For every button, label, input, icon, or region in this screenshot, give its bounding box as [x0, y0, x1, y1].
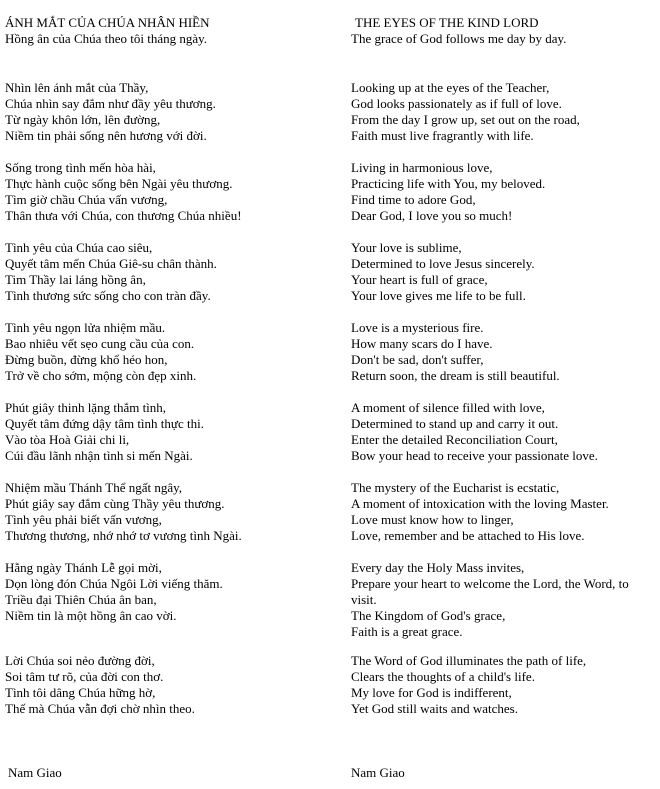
- poem-line: A moment of silence filled with love,: [351, 400, 545, 415]
- poem-line: Nhiệm mầu Thánh Thể ngất ngây,: [5, 480, 183, 495]
- poem-line: Thế mà Chúa vẫn đợi chờ nhìn theo.: [5, 701, 195, 716]
- poem-line: Lời Chúa soi nẻo đường đời,: [5, 653, 155, 668]
- poem-line: Return soon, the dream is still beautiful.: [351, 368, 560, 383]
- poem-line: Hằng ngày Thánh Lễ gọi mời,: [5, 560, 162, 575]
- poem-line: Niềm tin phải sống nên hương với đời.: [5, 128, 207, 143]
- stanza: [351, 240, 651, 304]
- stanza: [5, 560, 335, 624]
- poem-line: Soi tâm tư rõ, của đời con thơ.: [5, 669, 164, 684]
- poem-line: Chúa nhìn say đắm như đầy yêu thương.: [5, 96, 216, 111]
- poem-line: Thân thưa với Chúa, con thương Chúa nhiều!: [5, 208, 242, 223]
- poem-line: Faith is a great grace.: [351, 624, 463, 639]
- poem-line: Practicing life with You, my beloved.: [351, 176, 546, 191]
- poem-line: Quyết tâm mến Chúa Giê-su chân thành.: [5, 256, 217, 271]
- poem-line: Thương thương, nhớ nhớ tơ vương tình Ngài.: [5, 528, 242, 543]
- poem-line: From the day I grow up, set out on the road,: [351, 112, 580, 127]
- poem-line: Every day the Holy Mass invites,: [351, 560, 525, 575]
- poem-line: Love is a mysterious fire.: [351, 320, 484, 335]
- stanza: [351, 480, 651, 544]
- poem-line: Your love is sublime,: [351, 240, 462, 255]
- poem-line: Determined to stand up and carry it out.: [351, 416, 559, 431]
- poem-line: The Kingdom of God's grace,: [351, 608, 506, 623]
- poem-line: Đừng buồn, đừng khổ héo hon,: [5, 352, 168, 367]
- stanza: [5, 320, 335, 384]
- poem-line: Living in harmonious love,: [351, 160, 493, 175]
- poem-line: Determined to love Jesus sincerely.: [351, 256, 535, 271]
- author-english: Nam Giao: [351, 765, 405, 780]
- stanza: [5, 160, 335, 224]
- poem-line: Find time to adore God,: [351, 192, 476, 207]
- poem-line: Bow your head to receive your passionate love.: [351, 448, 598, 463]
- poem-line: Don't be sad, don't suffer,: [351, 352, 484, 367]
- poem-line: Prepare your heart to welcome the Lord, the Word, to visit.: [351, 576, 629, 607]
- vietnamese-column: [5, 15, 335, 716]
- poem-line: Bao nhiêu vết sẹo cung cầu của con.: [5, 336, 195, 351]
- poem-line: Phút giây say đắm cùng Thầy yêu thương.: [5, 496, 225, 511]
- poem-line: A moment of intoxication with the loving Master.: [351, 496, 609, 511]
- poem-line: Your love gives me life to be full.: [351, 288, 526, 303]
- poem-line: Quyết tâm đứng dậy tâm tình thực thi.: [5, 416, 204, 431]
- poem-line: Sống trong tình mến hòa hài,: [5, 160, 156, 175]
- poem-line: Tim Thầy lai láng hồng ân,: [5, 272, 146, 287]
- poem-line: Thực hành cuộc sống bên Ngài yêu thương.: [5, 176, 233, 191]
- poem-line: Vào tòa Hoà Giải chi li,: [5, 432, 130, 447]
- poem-line: God looks passionately as if full of love.: [351, 96, 562, 111]
- poem-line: Enter the detailed Reconciliation Court,: [351, 432, 558, 447]
- poem-line: Tìm giờ chầu Chúa vấn vương,: [5, 192, 168, 207]
- poem-line: The Word of God illuminates the path of life,: [351, 653, 587, 668]
- poem-line: Niềm tin là một hồng ân cao vời.: [5, 608, 177, 623]
- poem-line: Từ ngày khôn lớn, lên đường,: [5, 112, 161, 127]
- poem-title-vietnamese: ÁNH MẮT CỦA CHÚA NHÂN HIỀN: [5, 15, 210, 30]
- poem-line: Love must know how to linger,: [351, 512, 514, 527]
- poem-line: The mystery of the Eucharist is ecstatic,: [351, 480, 560, 495]
- poem-line: My love for God is indifferent,: [351, 685, 512, 700]
- poem-line: Your heart is full of grace,: [351, 272, 488, 287]
- poem-line: Faith must live fragrantly with life.: [351, 128, 534, 143]
- poem-line: Nhìn lên ánh mắt của Thầy,: [5, 80, 149, 95]
- poem-subtitle-vietnamese: Hồng ân của Chúa theo tôi tháng ngày.: [5, 31, 208, 46]
- stanza: [351, 560, 651, 640]
- stanza: [5, 240, 335, 304]
- poem-line: Love, remember and be attached to His love.: [351, 528, 585, 543]
- poem-line: Looking up at the eyes of the Teacher,: [351, 80, 550, 95]
- poem-line: Phút giây thinh lặng thắm tình,: [5, 400, 167, 415]
- stanza: [351, 320, 651, 384]
- english-column: [351, 15, 651, 716]
- poem-line: Tình yêu ngọn lửa nhiệm mầu.: [5, 320, 166, 335]
- poem-line: Clears the thoughts of a child's life.: [351, 669, 535, 684]
- poem-title-english: THE EYES OF THE KIND LORD: [355, 15, 539, 30]
- poem-line: Tình yêu phải biết vấn vương,: [5, 512, 162, 527]
- stanza: [5, 480, 335, 544]
- stanza: [351, 160, 651, 224]
- poem-line: How many scars do I have.: [351, 336, 493, 351]
- poem-line: Yet God still waits and watches.: [351, 701, 518, 716]
- poem-line: Tình yêu của Chúa cao siêu,: [5, 240, 153, 255]
- poem-line: Trở về cho sớm, mộng còn đẹp xinh.: [5, 368, 197, 383]
- poem-line: Dear God, I love you so much!: [351, 208, 513, 223]
- stanza: [351, 400, 651, 464]
- stanza: [5, 80, 335, 144]
- poem-line: Cúi đầu lãnh nhận tình si mến Ngài.: [5, 448, 193, 463]
- stanza: [351, 653, 651, 717]
- poem-line: Dọn lòng đón Chúa Ngôi Lời viếng thăm.: [5, 576, 223, 591]
- poem-subtitle-english: The grace of God follows me day by day.: [351, 31, 567, 46]
- stanza: [351, 80, 651, 144]
- poem-line: Tình thương sức sống cho con tràn đầy.: [5, 288, 211, 303]
- poem-line: Tình tôi dâng Chúa hững hờ,: [5, 685, 156, 700]
- stanza: [5, 653, 335, 717]
- poem-line: Triều đại Thiên Chúa ân ban,: [5, 592, 157, 607]
- stanza: [5, 400, 335, 464]
- author-vietnamese: Nam Giao: [8, 765, 62, 780]
